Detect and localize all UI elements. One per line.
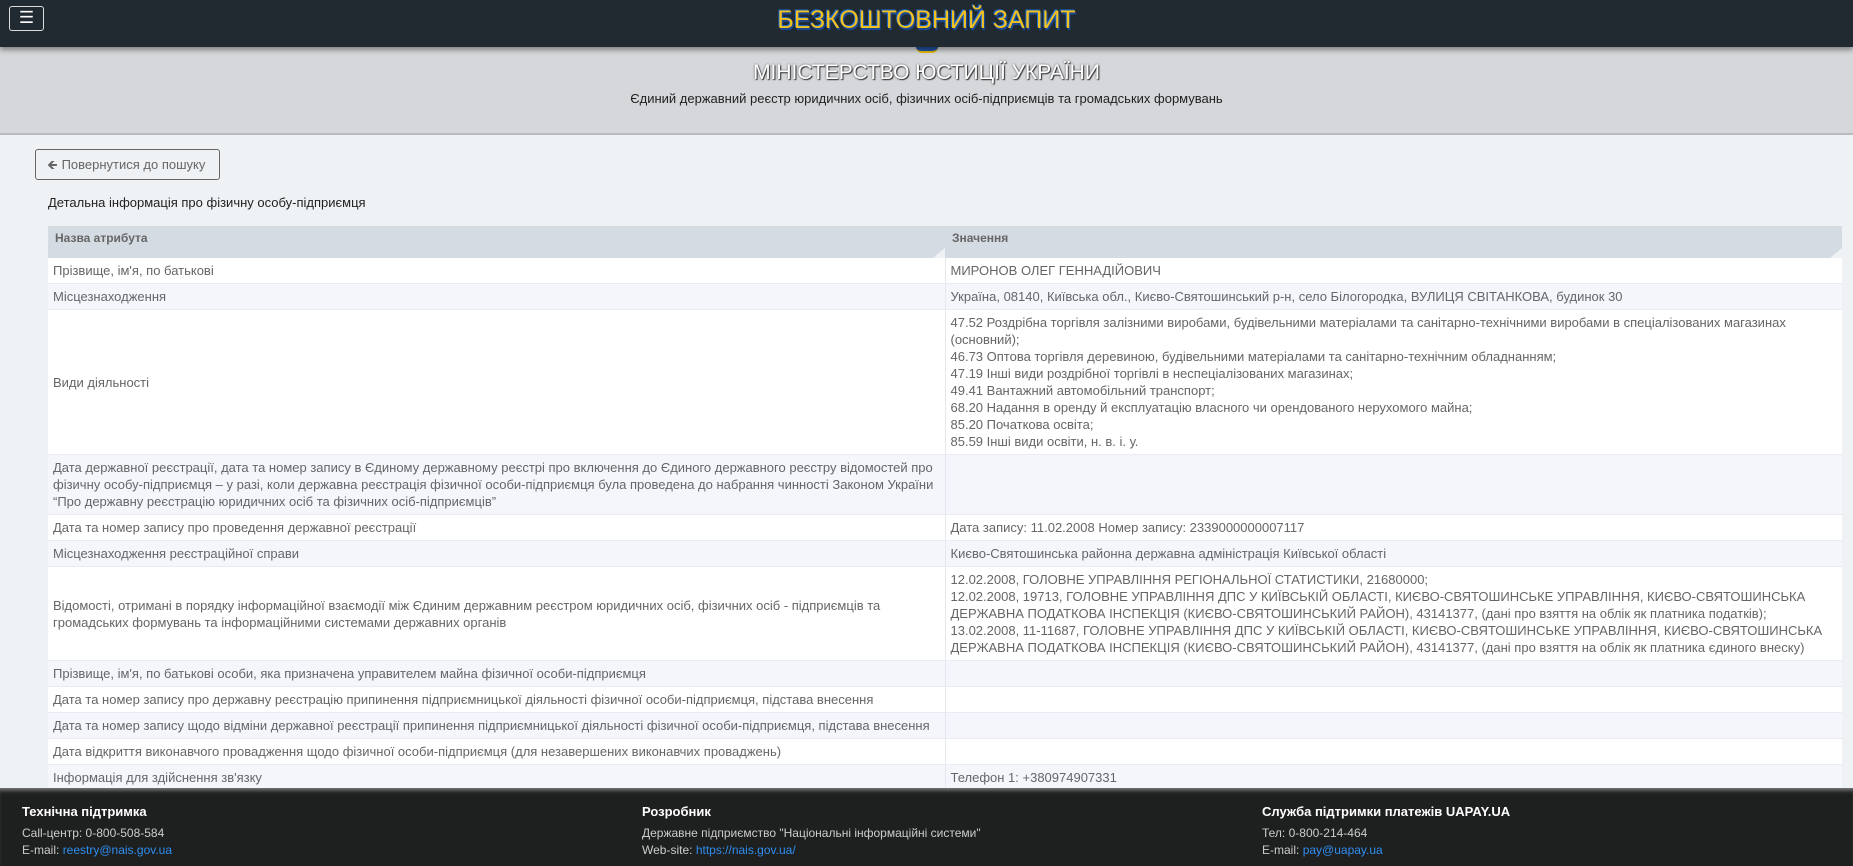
table-row	[48, 765, 1842, 791]
attribute-name: Прізвище, ім'я, по батькові	[48, 258, 945, 284]
value-line: МИРОНОВ ОЛЕГ ГЕННАДІЙОВИЧ	[950, 263, 1161, 278]
value-line: 68.20 Надання в оренду й експлуатацію власного чи орендованого нерухомого майна;	[950, 400, 1473, 415]
attribute-name: Дата відкриття виконавчого провадження щодо фізичної особи-підприємця (для незавершених виконавчих проваджень)	[48, 739, 945, 765]
footer-developer	[642, 803, 981, 859]
email-label: E-mail:	[1262, 843, 1300, 857]
table-row	[48, 284, 1842, 310]
attribute-name: Прізвище, ім'я, по батькові особи, яка призначена управителем майна фізичної особи-підприємця	[48, 661, 945, 687]
footer-support	[22, 803, 172, 859]
value-line: 46.73 Оптова торгівля деревиною, будівельними матеріалами та санітарно-технічним обладнанням;	[950, 349, 1557, 364]
registry-subtitle: Єдиний державний реєстр юридичних осіб, фізичних осіб-підприємців та громадських формувань	[630, 91, 1223, 106]
table-row	[48, 567, 1842, 661]
footer	[0, 788, 1853, 866]
table-row	[48, 541, 1842, 567]
table-row	[48, 515, 1842, 541]
value-line: Телефон 1: +380974907331	[950, 770, 1117, 785]
attribute-value	[945, 284, 1842, 310]
value-line: Дата запису: 11.02.2008 Номер запису: 2339000000007117	[950, 520, 1305, 535]
value-line: 85.20 Початкова освіта;	[950, 417, 1094, 432]
attribute-name: Дата та номер запису про державну реєстрацію припинення підприємницької діяльності фізичної особи-підприємця, підстава внесення	[48, 687, 945, 713]
attribute-value	[945, 765, 1842, 791]
value-line: 47.52 Роздрібна торгівля залізними виробами, будівельними матеріалами та санітарно-технічними виробами в спеціалізованих магазинах (основний);	[950, 315, 1786, 347]
attribute-value	[945, 258, 1842, 284]
value-line: 85.59 Інші види освіти, н. в. і. у.	[950, 434, 1139, 449]
table-row	[48, 258, 1842, 284]
developer-name: Державне підприємство "Національні інформаційні системи"	[642, 826, 981, 840]
attribute-value	[945, 713, 1842, 739]
footer-support-title: Технічна підтримка	[22, 804, 147, 819]
attribute-value	[945, 310, 1842, 455]
arrow-left-icon: 🡸	[47, 157, 58, 172]
hamburger-icon: ☰	[18, 8, 35, 27]
footer-payments	[1262, 803, 1510, 859]
attribute-name: Дата державної реєстрації, дата та номер запису в Єдиному державному реєстрі про включення до Єдиного державного реєстру відомостей про фізичну особу-підприємця – у разі, коли державна реєстрація фізичної особи-підприємця була проведена до набрання чинності Законом України “Про державну реєстрацію юридичних осіб та фізичних осіб-підприємців”	[48, 455, 945, 515]
developer-site-link[interactable]: https://nais.gov.ua/	[695, 843, 796, 857]
value-line: 13.02.2008, 11-11687, ГОЛОВНЕ УПРАВЛІННЯ ДПС У КИЇВСЬКІЙ ОБЛАСТІ, КИЄВО-СВЯТОШИНСЬКЕ УПРАВЛІННЯ, КИЄВО-СВЯТОШИНСЬКА ДЕРЖАВНА ПОДАТКОВА ІНСПЕКЦІЯ (КИЄВО-СВЯТОШИНСЬКИЙ РАЙОН), 43141377, (дані про взяття на облік як платника єдиного внеску)	[950, 623, 1823, 655]
footer-developer-title: Розробник	[642, 804, 711, 819]
table-row	[48, 687, 1842, 713]
attribute-name: Дата та номер запису щодо відміни державної реєстрації припинення підприємницької діяльності фізичної особи-підприємця, підстава внесення	[48, 713, 945, 739]
attribute-name: Дата та номер запису про проведення державної реєстрації	[48, 515, 945, 541]
attribute-name: Відомості, отримані в порядку інформаційної взаємодії між Єдиним державним реєстром юридичних осіб, фізичних осіб - підприємців та громадських формувань та інформаційними системами державних органів	[48, 567, 945, 661]
email-label: E-mail:	[22, 843, 60, 857]
attribute-value	[945, 687, 1842, 713]
payments-email-link[interactable]: pay@uapay.ua	[1302, 843, 1383, 857]
site-label: Web-site:	[642, 843, 693, 857]
column-header-attribute[interactable]: Назва атрибута	[48, 226, 945, 258]
ministry-title: МІНІСТЕРСТВО ЮСТИЦІЇ УКРАЇНИ	[753, 61, 1100, 84]
back-to-search-button[interactable]	[35, 149, 220, 180]
app-title: БЕЗКОШТОВНИЙ ЗАПИТ	[777, 6, 1076, 34]
attribute-name: Місцезнаходження	[48, 284, 945, 310]
value-line: 12.02.2008, ГОЛОВНЕ УПРАВЛІННЯ РЕГІОНАЛЬНОЇ СТАТИСТИКИ, 21680000;	[950, 572, 1429, 587]
attribute-value	[945, 455, 1842, 515]
footer-payments-title: Служба підтримки платежів UAPAY.UA	[1262, 804, 1511, 819]
table-row	[48, 661, 1842, 687]
support-email-link[interactable]: reestry@nais.gov.ua	[62, 843, 173, 857]
page-heading: Детальна інформація про фізичну особу-підприємця	[48, 195, 366, 210]
attribute-value	[945, 661, 1842, 687]
attribute-value	[945, 739, 1842, 765]
column-header-value[interactable]: Значення	[945, 226, 1842, 258]
payments-phone: Тел: 0-800-214-464	[1262, 826, 1368, 840]
call-center: Call-центр: 0-800-508-584	[22, 826, 165, 840]
attribute-value	[945, 541, 1842, 567]
value-line: Києво-Святошинська районна державна адміністрація Київської області	[950, 546, 1387, 561]
attribute-name: Види діяльності	[48, 310, 945, 455]
value-line: 49.41 Вантажний автомобільний транспорт;	[950, 383, 1215, 398]
details-table	[48, 226, 1842, 791]
back-button-label: Повернутися до пошуку	[61, 157, 206, 172]
table-row	[48, 739, 1842, 765]
attribute-name: Інформація для здійснення зв'язку	[48, 765, 945, 791]
table-row	[48, 713, 1842, 739]
attribute-value	[945, 567, 1842, 661]
value-line: Україна, 08140, Київська обл., Києво-Святошинський р-н, село Білогородка, ВУЛИЦЯ СВІТАНКОВА, будинок 30	[950, 289, 1623, 304]
attribute-value	[945, 515, 1842, 541]
coat-of-arms-icon	[916, 47, 938, 53]
attribute-name: Місцезнаходження реєстраційної справи	[48, 541, 945, 567]
ministry-banner	[0, 47, 1853, 135]
value-line: 12.02.2008, 19713, ГОЛОВНЕ УПРАВЛІННЯ ДПС У КИЇВСЬКІЙ ОБЛАСТІ, КИЄВО-СВЯТОШИНСЬКЕ УПРАВЛІННЯ, КИЄВО-СВЯТОШИНСЬКА ДЕРЖАВНА ПОДАТКОВА ІНСПЕКЦІЯ (КИЄВО-СВЯТОШИНСЬКИЙ РАЙОН), 43141377, (дані про взяття на облік як платника податків);	[950, 589, 1806, 621]
value-line: 47.19 Інші види роздрібної торгівлі в неспеціалізованих магазинах;	[950, 366, 1354, 381]
table-row	[48, 455, 1842, 515]
table-row	[48, 310, 1842, 455]
top-navbar	[0, 0, 1853, 47]
